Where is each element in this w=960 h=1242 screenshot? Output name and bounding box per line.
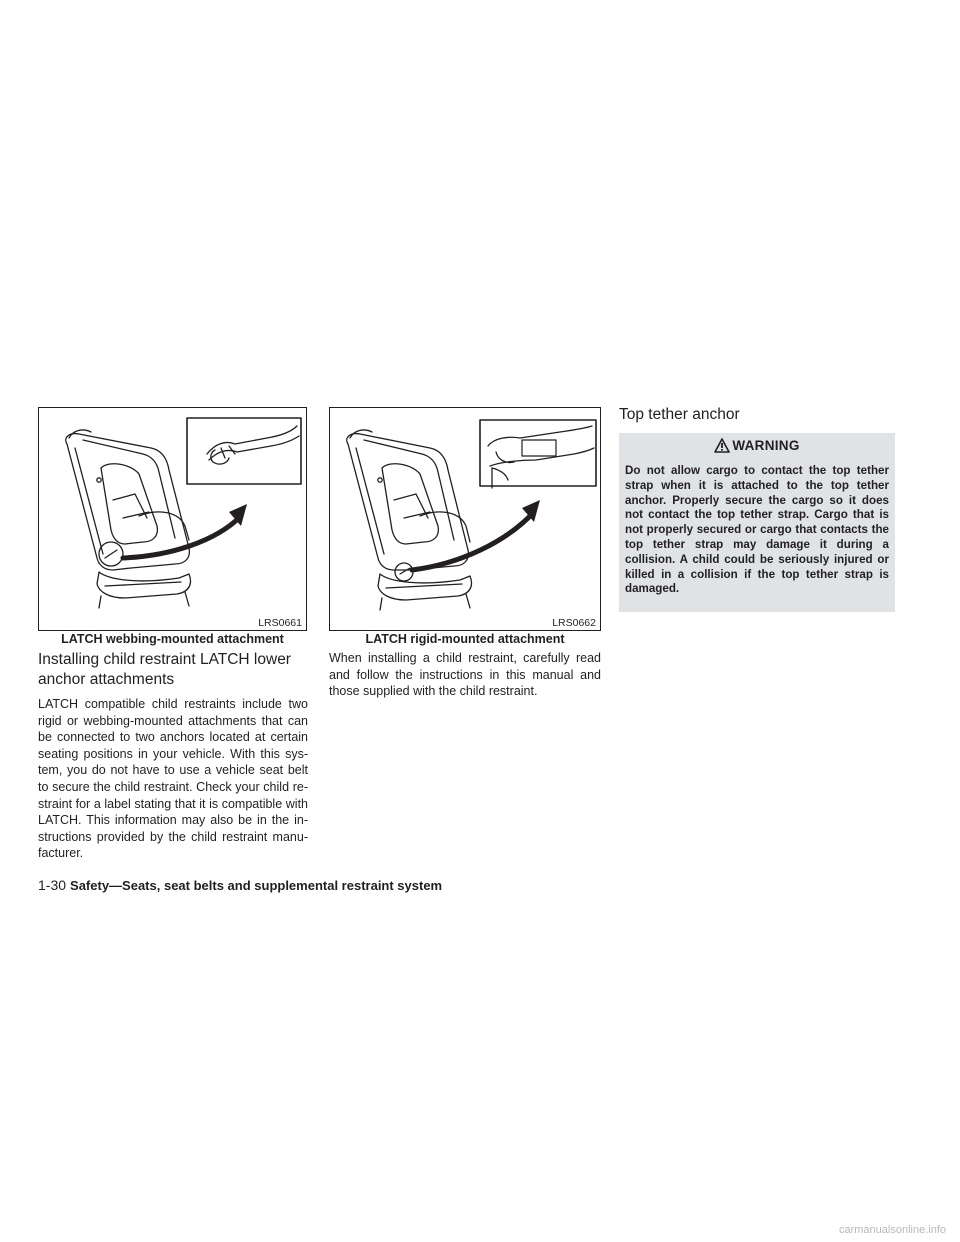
section-heading-top-tether: Top tether anchor <box>619 406 740 423</box>
warning-text: Do not allow cargo to contact the top tether strap when it is attached to the top tether anchor. Properly secure the cargo so it does not contact the top tether strap. Cargo that is not properly secured or cargo that contacts the top tether strap may damage it during a collision. A child could be seriously injured or killed in a collision if the top tether strap is damaged. <box>625 464 889 596</box>
child-seat-webbing-attachment-illustration <box>39 408 307 631</box>
child-seat-rigid-attachment-illustration <box>330 408 601 631</box>
page-footer <box>38 877 442 893</box>
chapter-title: Safety—Seats, seat belts and supplemental restraint system <box>70 878 443 893</box>
section-heading-lower-anchor: Installing child restraint LATCH lower anchor attachments <box>38 651 291 688</box>
page-number: 1-30 <box>38 877 67 893</box>
install-instructions-text: When installing a child restraint, carefully read and follow the instructions in this manual and those supplied with the child restraint. <box>329 651 601 699</box>
section-body-lower-anchor: LATCH compatible child restraints include two rigid or webbing-mounted attachments that can be connected to two anchors located at certain seating positions in your vehicle. With this sys-tem, you do not have to use a vehicle seat belt to secure the child restraint. Check your child re-straint for a label stating that it is compatible with LATCH. This information may also be in the in-structions provided by the child restraint manu-facturer. <box>38 697 308 861</box>
figure-caption: LATCH webbing-mounted attachment <box>61 632 284 646</box>
figure-code: LRS0661 <box>258 617 302 629</box>
figure-caption: LATCH rigid-mounted attachment <box>365 632 565 646</box>
watermark: carmanualsonline.info <box>838 1224 946 1236</box>
warning-title: WARNING <box>732 438 800 453</box>
warning-box <box>619 433 895 612</box>
figure-webbing-attachment <box>38 407 307 631</box>
figure-rigid-attachment <box>329 407 601 631</box>
figure-code: LRS0662 <box>552 617 596 629</box>
warning-triangle-icon <box>714 438 730 453</box>
warning-header <box>619 438 895 453</box>
